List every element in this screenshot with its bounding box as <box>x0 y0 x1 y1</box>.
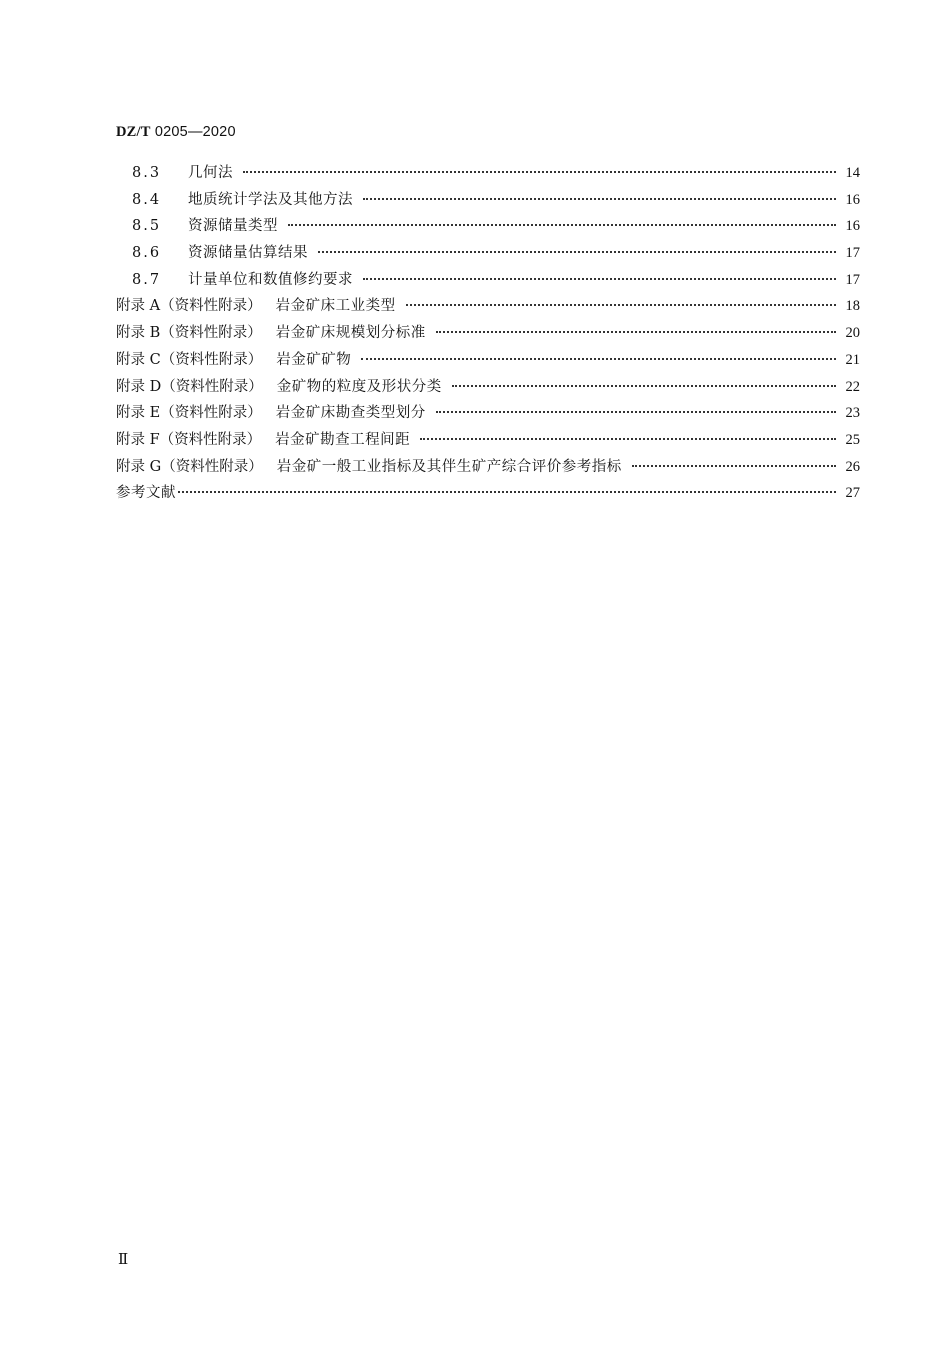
toc-leader-dots <box>288 224 836 226</box>
toc-entry-8-7[interactable] <box>116 267 860 294</box>
toc-entry-number: 8.7 <box>132 271 162 288</box>
toc-entry-appendix-f[interactable] <box>116 427 860 454</box>
toc-entry-8-4[interactable] <box>116 187 860 214</box>
toc-entry-appendix-d[interactable] <box>116 374 860 401</box>
toc-leader-dots <box>436 331 836 333</box>
toc-leader-dots <box>420 438 836 440</box>
toc-entry-title: 金矿物的粒度及形状分类 <box>276 378 442 395</box>
toc-leader-dots <box>436 411 836 413</box>
toc-entry-8-5[interactable] <box>116 213 860 240</box>
toc-appendix-prefix: 附录 D（资料性附录） <box>116 378 263 395</box>
toc-entry-appendix-e[interactable] <box>116 400 860 427</box>
toc-leader-dots <box>363 278 836 280</box>
toc-entry-page: 20 <box>845 325 860 342</box>
toc-entry-title: 计量单位和数值修约要求 <box>188 271 353 288</box>
toc-entry-page: 17 <box>845 245 860 262</box>
toc-entry-page: 18 <box>845 298 860 315</box>
toc-leader-dots <box>406 304 836 306</box>
toc-appendix-prefix: 附录 G（资料性附录） <box>116 458 263 475</box>
standard-code: DZ/T <box>116 124 151 140</box>
toc-leader-dots <box>361 358 836 360</box>
toc-entry-title: 岩金矿一般工业指标及其伴生矿产综合评价参考指标 <box>276 458 622 475</box>
toc-entry-number: 8.4 <box>132 191 162 208</box>
toc-entry-number: 8.6 <box>132 245 162 262</box>
toc-entry-page: 16 <box>845 191 860 208</box>
toc-entry-page: 14 <box>845 165 860 181</box>
toc-entry-title: 岩金矿床勘查类型划分 <box>275 405 426 422</box>
toc-entry-appendix-g[interactable] <box>116 454 860 481</box>
toc-entry-bibliography[interactable] <box>116 480 860 507</box>
toc-entry-appendix-b[interactable] <box>116 320 860 347</box>
toc-entry-title: 资源储量估算结果 <box>188 245 308 262</box>
toc-entry-title: 资源储量类型 <box>188 218 278 235</box>
toc-entry-8-3[interactable] <box>116 160 860 187</box>
toc-appendix-prefix: 附录 A（资料性附录） <box>116 298 262 315</box>
toc-entry-title: 岩金矿勘查工程间距 <box>275 431 411 448</box>
toc-leader-dots <box>363 198 836 200</box>
toc-entry-appendix-a[interactable] <box>116 293 860 320</box>
toc-entry-page: 16 <box>845 218 860 235</box>
toc-entry-number: 8.3 <box>132 165 162 181</box>
toc-entry-page: 22 <box>845 378 860 395</box>
toc-leader-dots <box>452 385 836 387</box>
toc-entry-page: 17 <box>845 271 860 288</box>
toc-entry-title: 岩金矿床规模划分标准 <box>275 325 426 342</box>
page-header <box>116 124 236 141</box>
toc-entry-number: 8.5 <box>132 218 162 235</box>
toc-appendix-prefix: 附录 F（资料性附录） <box>116 431 262 448</box>
toc-leader-dots <box>243 171 836 173</box>
toc-entry-title: 几何法 <box>188 165 233 181</box>
toc-entry-title: 地质统计学法及其他方法 <box>188 191 353 208</box>
toc-appendix-prefix: 附录 C（资料性附录） <box>116 351 263 368</box>
toc-entry-title: 岩金矿床工业类型 <box>275 298 396 315</box>
toc-entry-appendix-c[interactable] <box>116 347 860 374</box>
standard-number: 0205—2020 <box>154 124 236 140</box>
page-number: Ⅱ <box>118 1252 129 1268</box>
toc-leader-dots <box>178 491 836 493</box>
toc-leader-dots <box>632 465 836 467</box>
toc-entry-page: 25 <box>845 431 860 448</box>
toc-entry-8-6[interactable] <box>116 240 860 267</box>
table-of-contents <box>116 160 860 507</box>
toc-entry-page: 21 <box>845 351 860 368</box>
toc-entry-page: 26 <box>845 458 860 475</box>
toc-entry-page: 27 <box>845 485 860 502</box>
toc-leader-dots <box>318 251 836 253</box>
toc-appendix-prefix: 附录 E（资料性附录） <box>116 405 262 422</box>
toc-entry-title: 参考文献 <box>116 485 176 502</box>
toc-entry-page: 23 <box>845 405 860 422</box>
toc-entry-title: 岩金矿矿物 <box>276 351 352 368</box>
toc-appendix-prefix: 附录 B（资料性附录） <box>116 325 262 342</box>
